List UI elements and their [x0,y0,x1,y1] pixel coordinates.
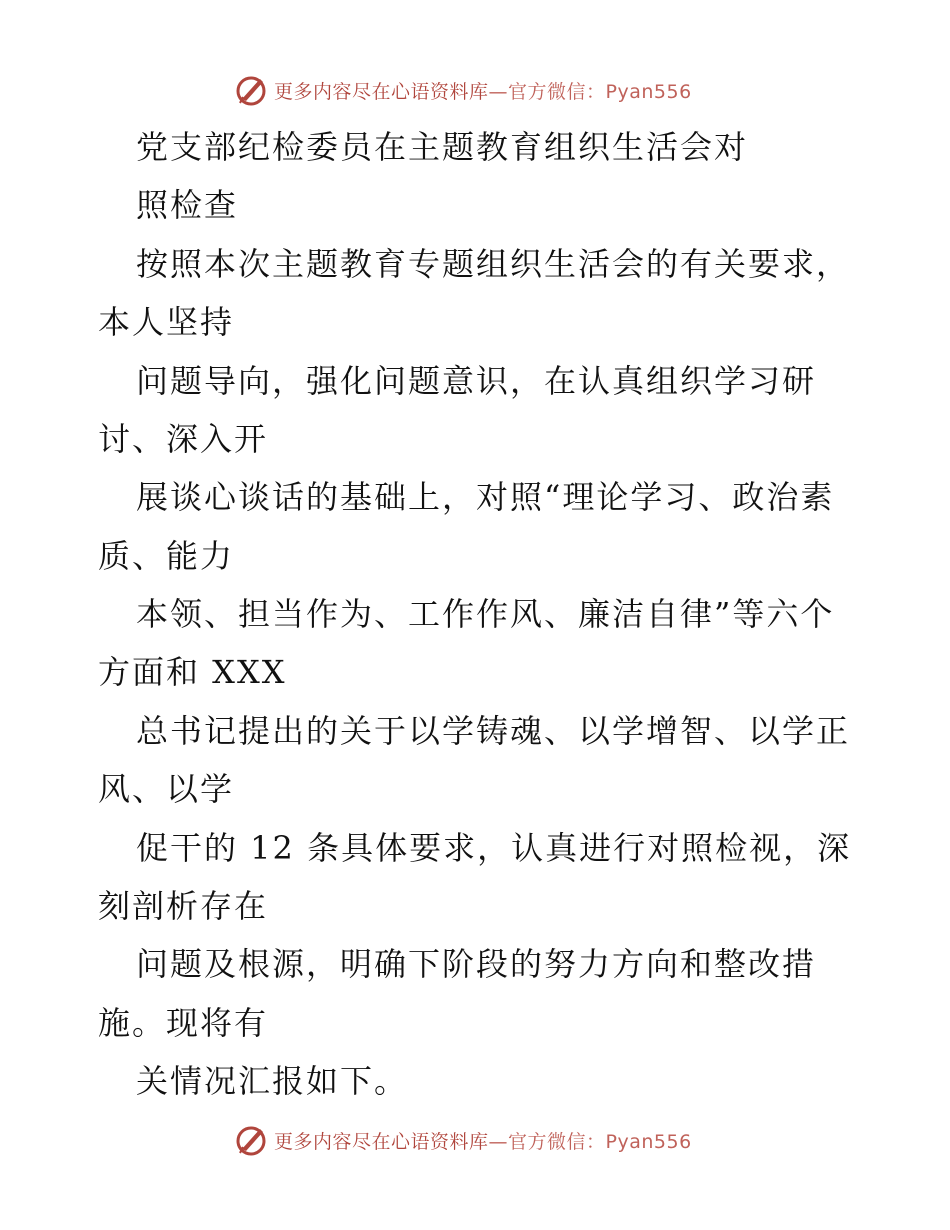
text-line: 刻剖析存在 [98,887,269,925]
footer-watermark [234,1122,692,1158]
text-line: 质、能力 [98,537,235,575]
watermark-tail: —官方微信：Pyan556 [488,1130,692,1153]
text-line: 总书记提出的关于以学铸魂、以学增智、以学正 [136,712,851,750]
text-line: 讨、深入开 [98,420,269,458]
text-line: 党支部纪检委员在主题教育组织生活会对 [136,128,749,166]
quill-logo-icon [234,73,268,107]
text-line: 风、以学 [98,770,235,808]
watermark-main: 更多内容尽在心语资料库 [274,1130,489,1153]
text-line: 问题导向，强化问题意识，在认真组织学习研 [136,362,817,400]
text-line: 本人坚持 [98,303,235,341]
text-line: 照检查 [136,186,239,224]
text-line: 促干的 12 条具体要求，认真进行对照检视，深 [136,829,852,867]
text-line: 关情况汇报如下。 [136,1062,409,1100]
text-line: 方面和 XXX [98,653,287,691]
watermark-main: 更多内容尽在心语资料库 [274,80,489,103]
watermark-text [274,77,692,104]
watermark-tail: —官方微信：Pyan556 [488,80,692,103]
header-watermark [234,72,692,108]
quill-logo-icon [234,1123,268,1157]
text-line: 施。现将有 [98,1004,269,1042]
text-line: 问题及根源，明确下阶段的努力方向和整改措 [136,945,817,983]
watermark-text [274,1127,692,1154]
text-line: 本领、担当作为、工作作风、廉洁自律”等六个 [136,595,835,633]
text-line: 展谈心谈话的基础上，对照“理论学习、政治素 [136,478,835,516]
text-line: 按照本次主题教育专题组织生活会的有关要求， [136,245,851,283]
